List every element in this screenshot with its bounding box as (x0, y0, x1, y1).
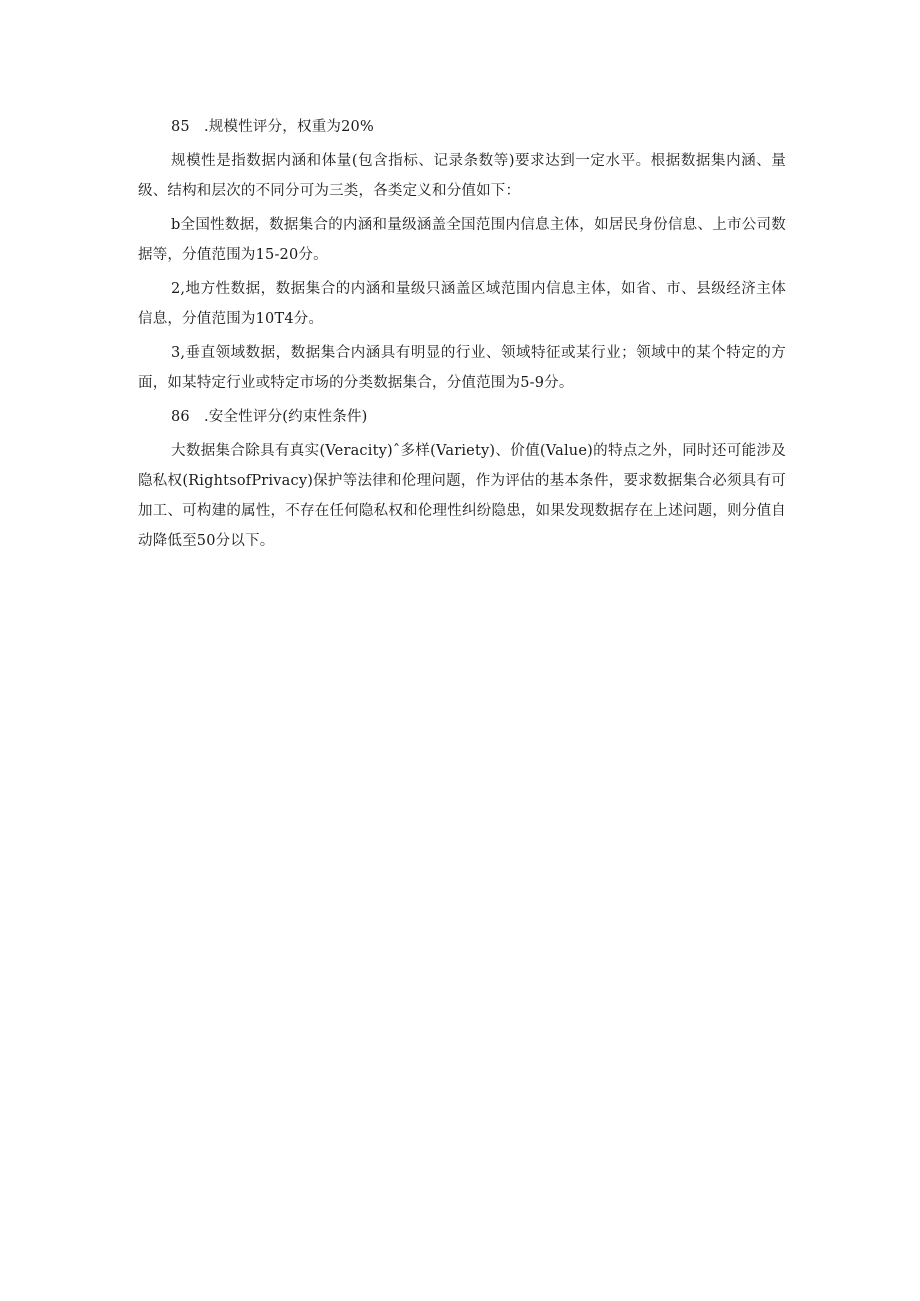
paragraph-scale-definition: 规模性是指数据内涵和体量(包含指标、记录条数等)要求达到一定水平。根据数据集内涵、量级、结构和层次的不同分可为三类，各类定义和分值如下： (138, 153, 786, 199)
paragraph-security: 大数据集合除具有真实(Veracity)ˆ多样(Variety)、价值(Value)的特点之外，同时还可能涉及隐私权(RightsofPrivacy)保护等法律和伦理问题，作为评估的基本条件，要求数据集合必须具有可加工、可构建的属性，不存在任何隐私权和伦理性纠纷隐患，如果发现数据存在上述问题，则分值自动降低至50分以下。 (138, 443, 786, 549)
document-body (138, 112, 786, 560)
section-heading-86 (138, 402, 786, 432)
section-title: .规模性评分，权重为20% (204, 119, 374, 135)
section-title: .安全性评分(约束性条件) (204, 409, 368, 425)
paragraph-local-data: 2,地方性数据，数据集合的内涵和量级只涵盖区域范围内信息主体，如省、市、县级经济主体信息，分值范围为10T4分。 (138, 281, 786, 327)
section-heading-85 (138, 112, 786, 142)
section-number: 85 (171, 119, 190, 135)
paragraph-vertical-data: 3,垂直领域数据，数据集合内涵具有明显的行业、领域特征或某行业；领域中的某个特定的方面，如某特定行业或特定市场的分类数据集合，分值范围为5-9分。 (138, 345, 786, 391)
paragraph-national-data: b全国性数据，数据集合的内涵和量级涵盖全国范围内信息主体，如居民身份信息、上市公司数据等，分值范围为15-20分。 (138, 217, 786, 263)
section-number: 86 (171, 409, 190, 425)
